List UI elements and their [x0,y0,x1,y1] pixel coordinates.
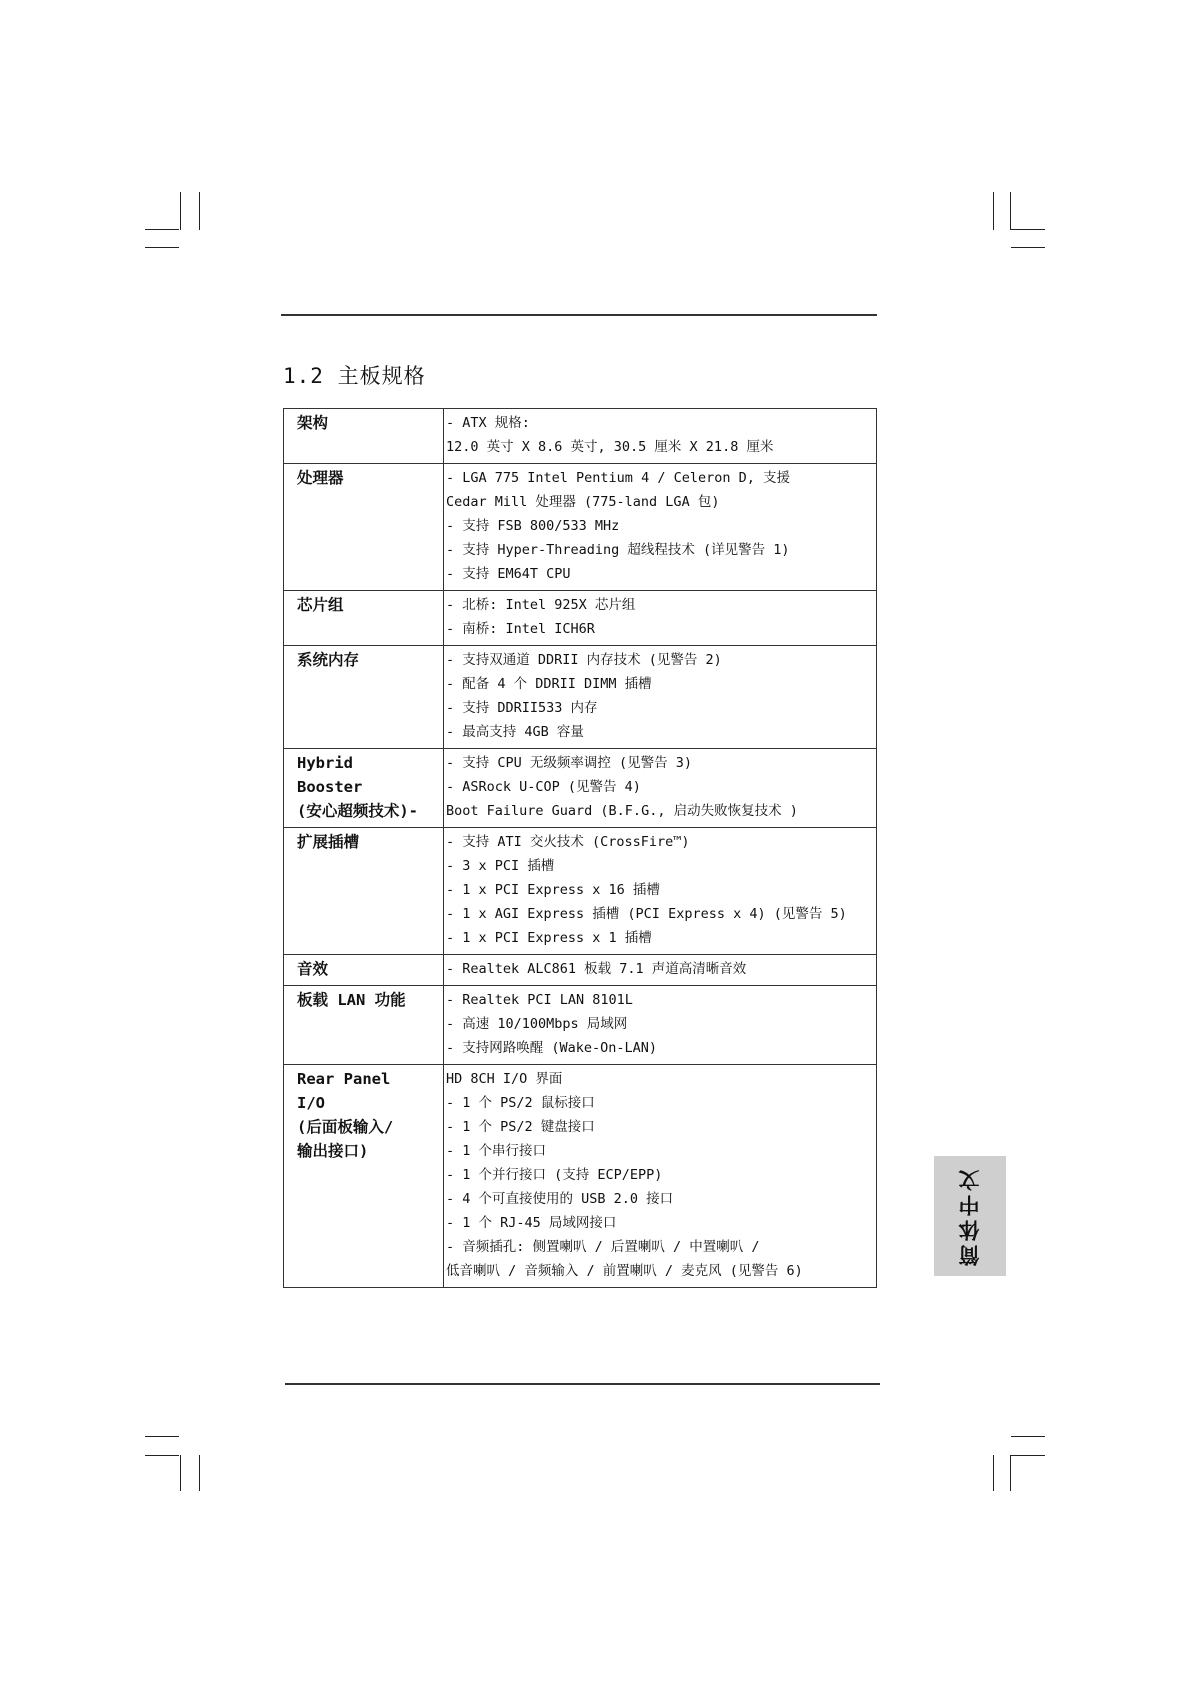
spec-value-line: - 支持双通道 DDRII 内存技术 (见警告 2) [446,652,722,668]
footer-rule [285,1383,880,1385]
spec-value-cell [444,464,877,591]
spec-value-line: - 支持 FSB 800/533 MHz [446,518,620,534]
crop-mark-top-left-v2 [199,192,200,230]
section-title: 1.2 主板规格 [283,364,426,388]
crop-mark-top-left-v [180,192,181,230]
spec-value-line: - 1 个并行接口 (支持 ECP/EPP) [446,1167,663,1183]
spec-value-line: - 支持 EM64T CPU [446,566,571,582]
spec-value-line: - Realtek PCI LAN 8101L [446,992,633,1008]
spec-value-line: - Realtek ALC861 板载 7.1 声道高清晰音效 [446,961,747,977]
spec-value-line: - 1 个 PS/2 键盘接口 [446,1119,595,1135]
crop-mark-bottom-left-h [145,1436,179,1437]
spec-value-cell [444,1065,877,1288]
spec-row [284,591,877,646]
spec-label: 音效 [297,960,329,978]
spec-value-cell [444,828,877,955]
spec-value-line: 12.0 英寸 X 8.6 英寸, 30.5 厘米 X 21.8 厘米 [446,439,774,455]
header-rule [281,314,877,316]
spec-label-cell [284,1065,444,1288]
crop-mark-bottom-right-h [1011,1436,1045,1437]
spec-value-line: - 音频插孔: 侧置喇叭 / 后置喇叭 / 中置喇叭 / [446,1239,760,1255]
spec-row [284,1065,877,1288]
spec-value-line: 低音喇叭 / 音频输入 / 前置喇叭 / 麦克风 (见警告 6) [446,1263,803,1279]
spec-label-cell [284,749,444,828]
spec-label-cell [284,828,444,955]
spec-value-cell [444,409,877,464]
spec-value-line: - 1 个串行接口 [446,1143,547,1159]
spec-label: Hybrid [297,754,353,772]
spec-value-line: - 1 个 RJ-45 局域网接口 [446,1215,617,1231]
spec-value-line: HD 8CH I/O 界面 [446,1071,563,1087]
spec-row [284,409,877,464]
spec-value-cell [444,749,877,828]
spec-label-cell [284,464,444,591]
crop-mark-bottom-left-v [180,1455,181,1491]
spec-value-line: - 1 个 PS/2 鼠标接口 [446,1095,595,1111]
spec-value-cell [444,986,877,1065]
spec-row [284,828,877,955]
spec-label: (后面板输入/ [297,1118,394,1136]
spec-value-line: - 4 个可直接使用的 USB 2.0 接口 [446,1191,674,1207]
spec-label: 板载 LAN 功能 [297,991,406,1009]
crop-mark-top-right-h2 [1011,247,1045,248]
crop-mark-top-right-h [1011,229,1045,230]
spec-label: 架构 [297,414,329,432]
spec-label-cell [284,955,444,986]
crop-mark-bottom-left-v2 [199,1455,200,1491]
crop-mark-top-right-v2 [1010,192,1011,230]
spec-value-line: Boot Failure Guard (B.F.G., 启动失败恢复技术 ) [446,803,798,819]
spec-value-line: Cedar Mill 处理器 (775-land LGA 包) [446,494,720,510]
language-tab [934,1156,1006,1276]
spec-value-line: - 高速 10/100Mbps 局域网 [446,1016,628,1032]
spec-value-line: - 支持 DDRII533 内存 [446,700,598,716]
spec-label: 扩展插槽 [297,833,360,851]
spec-table [283,408,877,1288]
spec-row [284,464,877,591]
crop-mark-bottom-right-v2 [1010,1455,1011,1491]
spec-value-line: - 支持 ATI 交火技术 (CrossFire™) [446,834,690,850]
spec-label: I/O [297,1094,325,1112]
language-tab-label: 简体中文 [958,1166,982,1266]
spec-value-cell [444,646,877,749]
crop-mark-top-left-h [145,229,179,230]
crop-mark-top-left-h2 [145,247,179,248]
spec-label: 系统内存 [297,651,360,669]
spec-label: 输出接口) [297,1142,369,1160]
spec-row [284,955,877,986]
spec-value-line: - 北桥: Intel 925X 芯片组 [446,597,636,613]
spec-value-line: - 配备 4 个 DDRII DIMM 插槽 [446,676,652,692]
spec-label-cell [284,986,444,1065]
spec-row [284,646,877,749]
spec-value-line: - 支持 CPU 无级频率调控 (见警告 3) [446,755,693,771]
spec-label: 处理器 [297,469,344,487]
spec-value-cell [444,591,877,646]
spec-value-line: - ATX 规格: [446,415,530,431]
spec-value-line: - 1 x PCI Express x 1 插槽 [446,930,652,946]
spec-value-line: - 支持 Hyper-Threading 超线程技术 (详见警告 1) [446,542,790,558]
spec-label-cell [284,646,444,749]
crop-mark-bottom-right-h2 [1011,1455,1045,1456]
spec-label: Booster [297,778,363,796]
spec-value-line: - 3 x PCI 插槽 [446,858,555,874]
spec-value-line: - 1 x PCI Express x 16 插槽 [446,882,660,898]
spec-value-line: - 最高支持 4GB 容量 [446,724,584,740]
crop-mark-bottom-left-h2 [145,1455,179,1456]
spec-label: Rear Panel [297,1070,391,1088]
spec-row [284,749,877,828]
spec-label: 芯片组 [297,596,344,614]
spec-value-cell [444,955,877,986]
crop-mark-bottom-right-v [993,1455,994,1491]
spec-label-cell [284,591,444,646]
spec-value-line: - 支持网路唤醒 (Wake-On-LAN) [446,1040,658,1056]
spec-label-cell [284,409,444,464]
spec-label: (安心超频技术)- [297,802,418,820]
spec-row [284,986,877,1065]
spec-value-line: - ASRock U-COP (见警告 4) [446,779,641,795]
spec-value-line: - 南桥: Intel ICH6R [446,621,595,637]
crop-mark-top-right-v [993,192,994,230]
spec-value-line: - 1 x AGI Express 插槽 (PCI Express x 4) (见警告 5) [446,906,847,922]
spec-value-line: - LGA 775 Intel Pentium 4 / Celeron D, 支援 [446,470,790,486]
